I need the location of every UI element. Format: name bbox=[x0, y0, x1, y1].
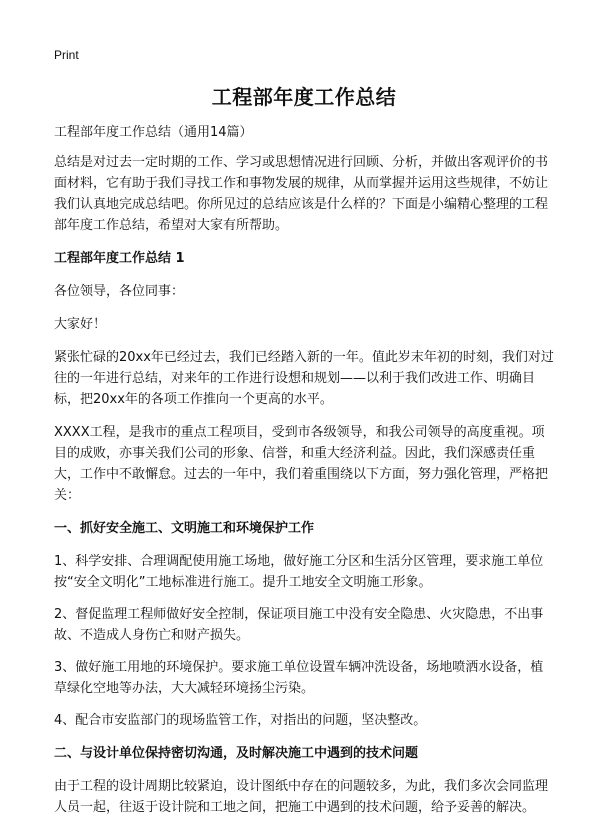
list-item: 3、做好施工用地的环境保护。要求施工单位设置车辆冲洗设备，场地喷洒水设备，植草绿化空地等办法，大大减轻环境扬尘污染。 bbox=[54, 660, 544, 696]
body-paragraph: 由于工程的设计周期比较紧迫，设计图纸中存在的问题较多，为此，我们多次会同监理人员一起，往返于设计院和工地之间，把施工中遇到的技术问题，给予妥善的解决。 bbox=[54, 779, 549, 815]
page-title: 工程部年度工作总结 bbox=[211, 85, 397, 109]
body-paragraph: 紧张忙碌的20xx年已经过去，我们已经踏入新的一年。值此岁末年初的时刻，我们对过往的一年进行总结，对来年的工作进行设想和规划——以利于我们改进工作、明确目标，把20xx年的各项工作推向一个更高的水平。 bbox=[54, 350, 554, 407]
document-subtitle: 工程部年度工作总结（通用14篇） bbox=[54, 125, 253, 140]
subsection-heading: 二、与设计单位保持密切沟通，及时解决施工中遇到的技术问题 bbox=[54, 746, 419, 761]
greeting-line: 各位领导，各位同事： bbox=[54, 284, 185, 299]
subsection-heading: 一、抓好安全施工、文明施工和环境保护工作 bbox=[54, 521, 315, 536]
list-item: 2、督促监理工程师做好安全控制，保证项目施工中没有安全隐患、火灾隐患，不出事故、不造成人身伤亡和财产损失。 bbox=[54, 607, 544, 643]
print-link[interactable]: Print bbox=[54, 48, 79, 62]
section-heading: 工程部年度工作总结 1 bbox=[54, 251, 185, 266]
intro-paragraph: 总结是对过去一定时期的工作、学习或思想情况进行回顾、分析，并做出客观评价的书面材料，它有助于我们寻找工作和事物发展的规律，从而掌握并运用这些规律，不妨让我们认真地完成总结吧。你所见过的总结应该是什么样的？下面是小编精心整理的工程部年度工作总结，希望对大家有所帮助。 bbox=[54, 155, 549, 233]
hello-line: 大家好！ bbox=[54, 317, 107, 332]
list-item: 4、配合市安监部门的现场监管工作，对指出的问题，坚决整改。 bbox=[54, 713, 427, 728]
list-item: 1、科学安排、合理调配使用施工场地，做好施工分区和生活分区管理，要求施工单位按“安全文明化”工地标准进行施工。提升工地安全文明施工形象。 bbox=[54, 554, 544, 590]
body-paragraph: XXXX工程，是我市的重点工程项目，受到市各级领导，和我公司领导的高度重视。项目的成败，亦事关我们公司的形象、信誉，和重大经济利益。因此，我们深感责任重大，工作中不敢懈怠。过去的一年中，我们着重围绕以下方面，努力强化管理，严格把关： bbox=[54, 425, 549, 503]
